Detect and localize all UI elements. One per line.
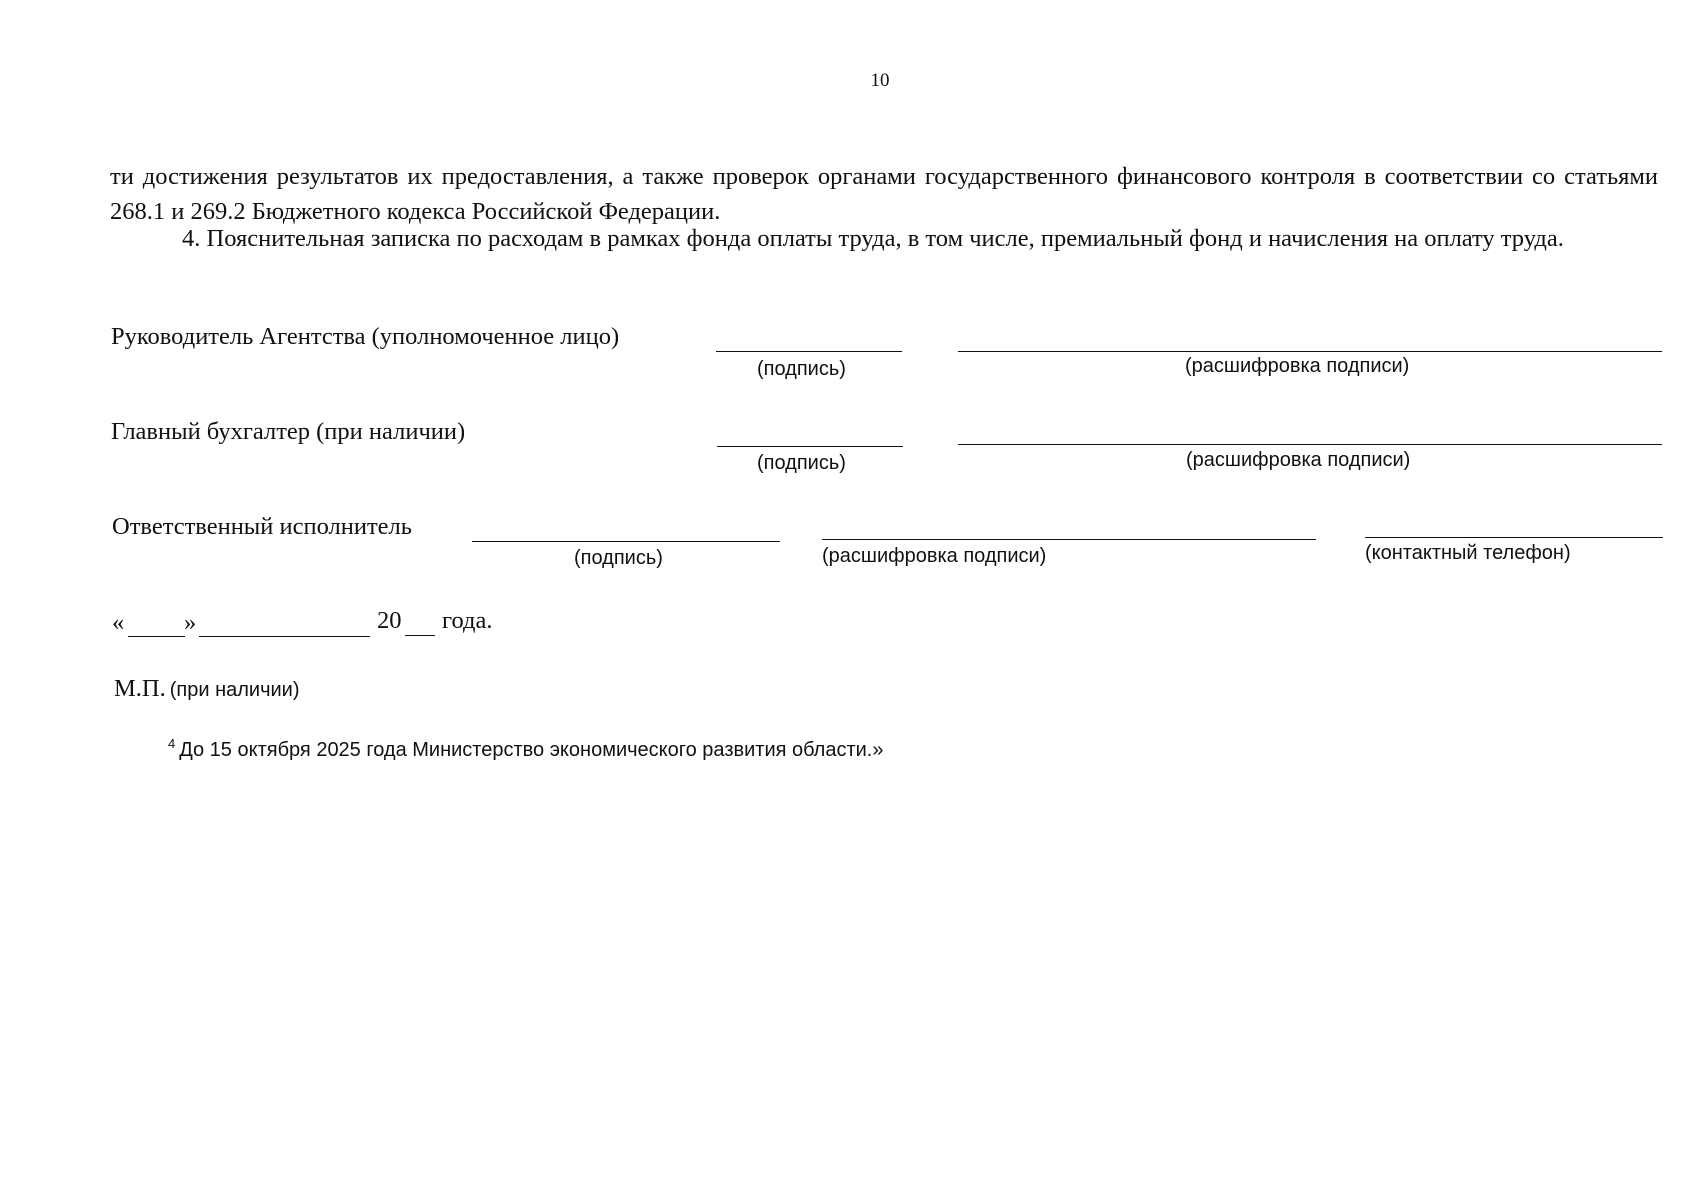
item-4-paragraph: 4. Пояснительная записка по расходам в рамках фонда оплаты труда, в том числе, премиальный фонд и начисления на оплату труда.: [182, 225, 1564, 252]
executor-label: Ответственный исполнитель: [112, 513, 412, 540]
stamp-note: (при наличии): [169, 679, 300, 701]
executor-phone-line[interactable]: [1365, 537, 1663, 538]
stamp-placeholder: [114, 675, 300, 703]
head-signature-caption: (подпись): [757, 358, 846, 380]
page-number: 10: [870, 70, 890, 91]
date-day-field[interactable]: [128, 636, 185, 637]
head-decoding-line[interactable]: [958, 351, 1662, 352]
date-close-quote: »: [184, 609, 197, 636]
footnote: [168, 736, 883, 762]
footnote-marker: 4: [168, 736, 176, 751]
footnote-text: До 15 октября 2025 года Министерство экономического развития области.»: [179, 739, 884, 761]
executor-decoding-line[interactable]: [822, 539, 1316, 540]
date-suffix: года.: [442, 607, 493, 634]
executor-phone-caption: (контактный телефон): [1365, 542, 1571, 564]
chief-accountant-decoding-line[interactable]: [958, 444, 1662, 445]
chief-accountant-signature-line[interactable]: [717, 446, 903, 447]
head-decoding-caption: (расшифровка подписи): [1185, 355, 1410, 377]
chief-accountant-decoding-caption: (расшифровка подписи): [1186, 449, 1411, 471]
date-year-prefix: 20: [377, 607, 402, 634]
continuation-paragraph: ти достижения результатов их предоставления, а также проверок органами государственного финансового контроля в соответствии со статьями 268.1 и 269.2 Бюджетного кодекса Российской Федерации.: [110, 163, 1658, 225]
chief-accountant-signature-caption: (подпись): [757, 452, 846, 474]
executor-signature-line[interactable]: [472, 541, 780, 542]
date-year-field[interactable]: [405, 635, 435, 636]
stamp-label: М.П.: [114, 675, 166, 702]
date-open-quote: «: [112, 609, 125, 636]
date-month-field[interactable]: [199, 636, 370, 637]
head-signature-line[interactable]: [716, 351, 902, 352]
chief-accountant-label: Главный бухгалтер (при наличии): [111, 418, 466, 445]
head-label: Руководитель Агентства (уполномоченное лицо): [111, 323, 620, 350]
executor-decoding-caption: (расшифровка подписи): [822, 545, 1047, 567]
executor-signature-caption: (подпись): [574, 547, 663, 569]
